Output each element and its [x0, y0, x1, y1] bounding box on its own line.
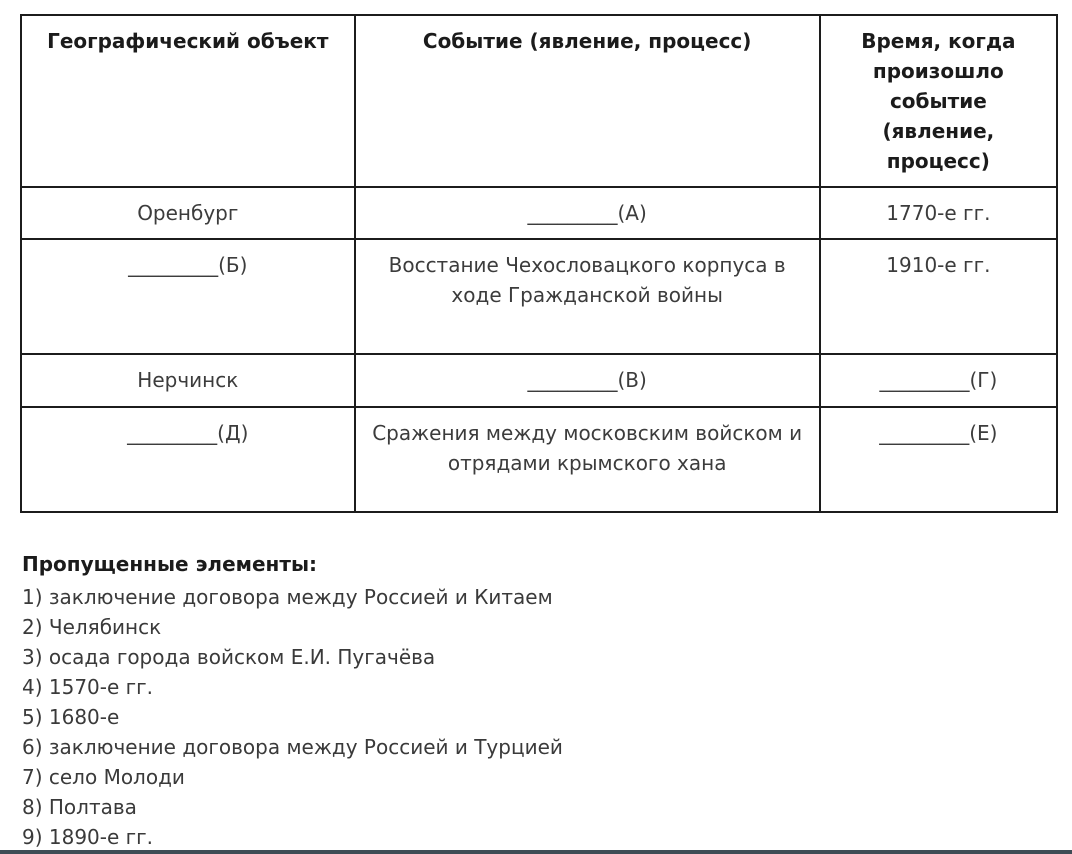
missing-element-6: 6) заключение договора между Россией и Турцией [22, 735, 563, 759]
cell-r4-event: Сражения между московским войском и отрядами крымского хана [355, 407, 820, 512]
cell-r4-geo-blank-d: _________(Д) [21, 407, 355, 512]
cell-r4-time-blank-e: _________(Е) [820, 407, 1057, 512]
table-row-4 [21, 407, 1057, 512]
header-time: Время, когда произошло событие (явление, процесс) [820, 15, 1057, 187]
bottom-divider-line [0, 850, 1072, 854]
table-row-3 [21, 354, 1057, 407]
cell-r3-event-blank-v: _________(В) [355, 354, 820, 407]
missing-element-5: 5) 1680-е [22, 705, 120, 729]
header-event: Событие (явление, процесс) [355, 15, 820, 187]
cell-r1-time: 1770-е гг. [820, 187, 1057, 239]
missing-element-8: 8) Полтава [22, 795, 137, 819]
cell-r1-geo: Оренбург [21, 187, 355, 239]
table-row-1 [21, 187, 1057, 239]
table-header-row [21, 15, 1057, 187]
cell-r3-geo: Нерчинск [21, 354, 355, 407]
cell-r2-geo-blank-b: _________(Б) [21, 239, 355, 354]
missing-elements-title: Пропущенные элементы: [22, 552, 318, 576]
missing-element-3: 3) осада города войском Е.И. Пугачёва [22, 645, 436, 669]
cell-r2-time: 1910-е гг. [820, 239, 1057, 354]
header-geo-object: Географический объект [21, 15, 355, 187]
cell-r3-time-blank-g: _________(Г) [820, 354, 1057, 407]
cell-r1-event-blank-a: _________(А) [355, 187, 820, 239]
missing-element-4: 4) 1570-е гг. [22, 675, 154, 699]
missing-element-9: 9) 1890-е гг. [22, 825, 154, 849]
events-table [20, 14, 1058, 513]
missing-element-2: 2) Челябинск [22, 615, 162, 639]
missing-elements-section [22, 550, 1042, 852]
cell-r2-event: Восстание Чехословацкого корпуса в ходе Гражданской войны [355, 239, 820, 354]
table-row-2 [21, 239, 1057, 354]
missing-element-7: 7) село Молоди [22, 765, 185, 789]
missing-element-1: 1) заключение договора между Россией и Китаем [22, 585, 553, 609]
